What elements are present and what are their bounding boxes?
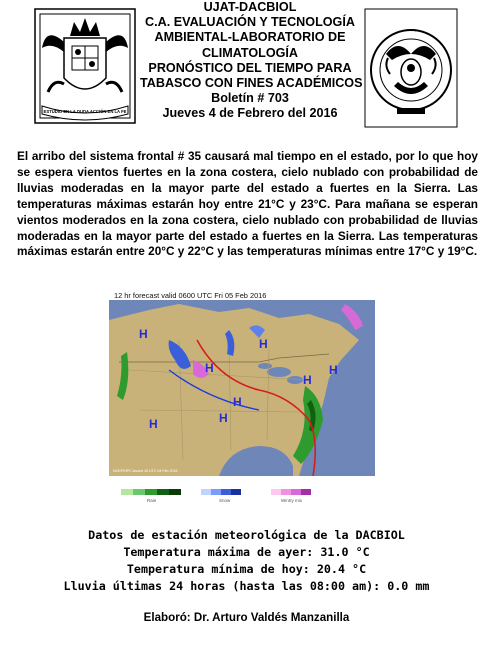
header-line-6: TABASCO CON FINES ACADÉMICOS — [140, 76, 363, 91]
header-line-3: AMBIENTAL-LABORATORIO DE — [154, 30, 346, 45]
station-tmax: Temperatura máxima de ayer: 31.0 °C — [123, 545, 370, 559]
svg-text:H: H — [205, 361, 214, 375]
header-line-2: C.A. EVALUACIÓN Y TECNOLOGÍA — [145, 15, 355, 30]
station-tmin: Temperatura mínima de hoy: 20.4 °C — [126, 562, 367, 576]
svg-text:H: H — [139, 327, 148, 341]
map-credit: NCEP/HPC issued 16 UTC 04 Feb 2016 — [113, 469, 178, 473]
station-data — [0, 527, 493, 595]
header-line-4: CLIMATOLOGÍA — [201, 45, 299, 60]
station-rain: Lluvia últimas 24 horas (hasta las 08:00 am): 0.0 mm — [63, 579, 430, 593]
institution-name: UJAT-DACBIOL — [203, 0, 297, 14]
svg-text:H: H — [303, 373, 312, 387]
author-credit: Elaboró: Dr. Arturo Valdés Manzanilla — [143, 611, 350, 624]
ujat-logo — [34, 8, 136, 124]
svg-text:H: H — [329, 363, 338, 377]
map-title: 12 hr forecast valid 0600 UTC Fri 05 Feb 2016 — [114, 291, 267, 300]
legend-snow-label: Snow — [219, 498, 231, 503]
header-line-5: PRONÓSTICO DEL TIEMPO PARA — [148, 60, 352, 75]
bulletin-header — [140, 0, 363, 122]
forecast-map — [109, 290, 376, 503]
station-title: Datos de estación meteorológica de la DACBIOL — [88, 528, 405, 542]
svg-text:H: H — [233, 395, 242, 409]
legend-rain-label: Rain — [147, 498, 157, 503]
forecast-text: El arribo del sistema frontal # 35 causará mal tiempo en el estado, por lo que hoy se espera vientos fuertes en la zona costera, cielo nublado con probabilidad de lluvias moderadas en la mayor parte del estado a fuertes en la Sierra. Las temperaturas máximas estarán hoy entre 21°C y 23°C. Para mañana se esperan vientos moderados en la zona costera, cielo nublado con probabilidad de lluvias moderadas en la mayor parte del estado a fuertes en la Sierra. Las temperaturas máximas estarán entre 20°C y 22°C y las temperaturas mínimas entre 17°C y 19°C. — [17, 149, 478, 259]
legend-wintry-label: Wintry mix — [281, 498, 302, 503]
dacbiol-logo — [364, 8, 458, 128]
svg-text:ESTUDIO EN LA DUDA ACCIÓN EN L: ESTUDIO EN LA DUDA ACCIÓN EN LA FE — [43, 109, 127, 114]
svg-text:H: H — [219, 411, 228, 425]
svg-text:H: H — [149, 417, 158, 431]
svg-text:H: H — [259, 337, 268, 351]
map-legend — [121, 487, 361, 497]
bulletin-number: Boletín # 703 — [211, 91, 289, 106]
map-image — [109, 300, 375, 476]
bulletin-date: Jueves 4 de Febrero del 2016 — [162, 106, 338, 121]
